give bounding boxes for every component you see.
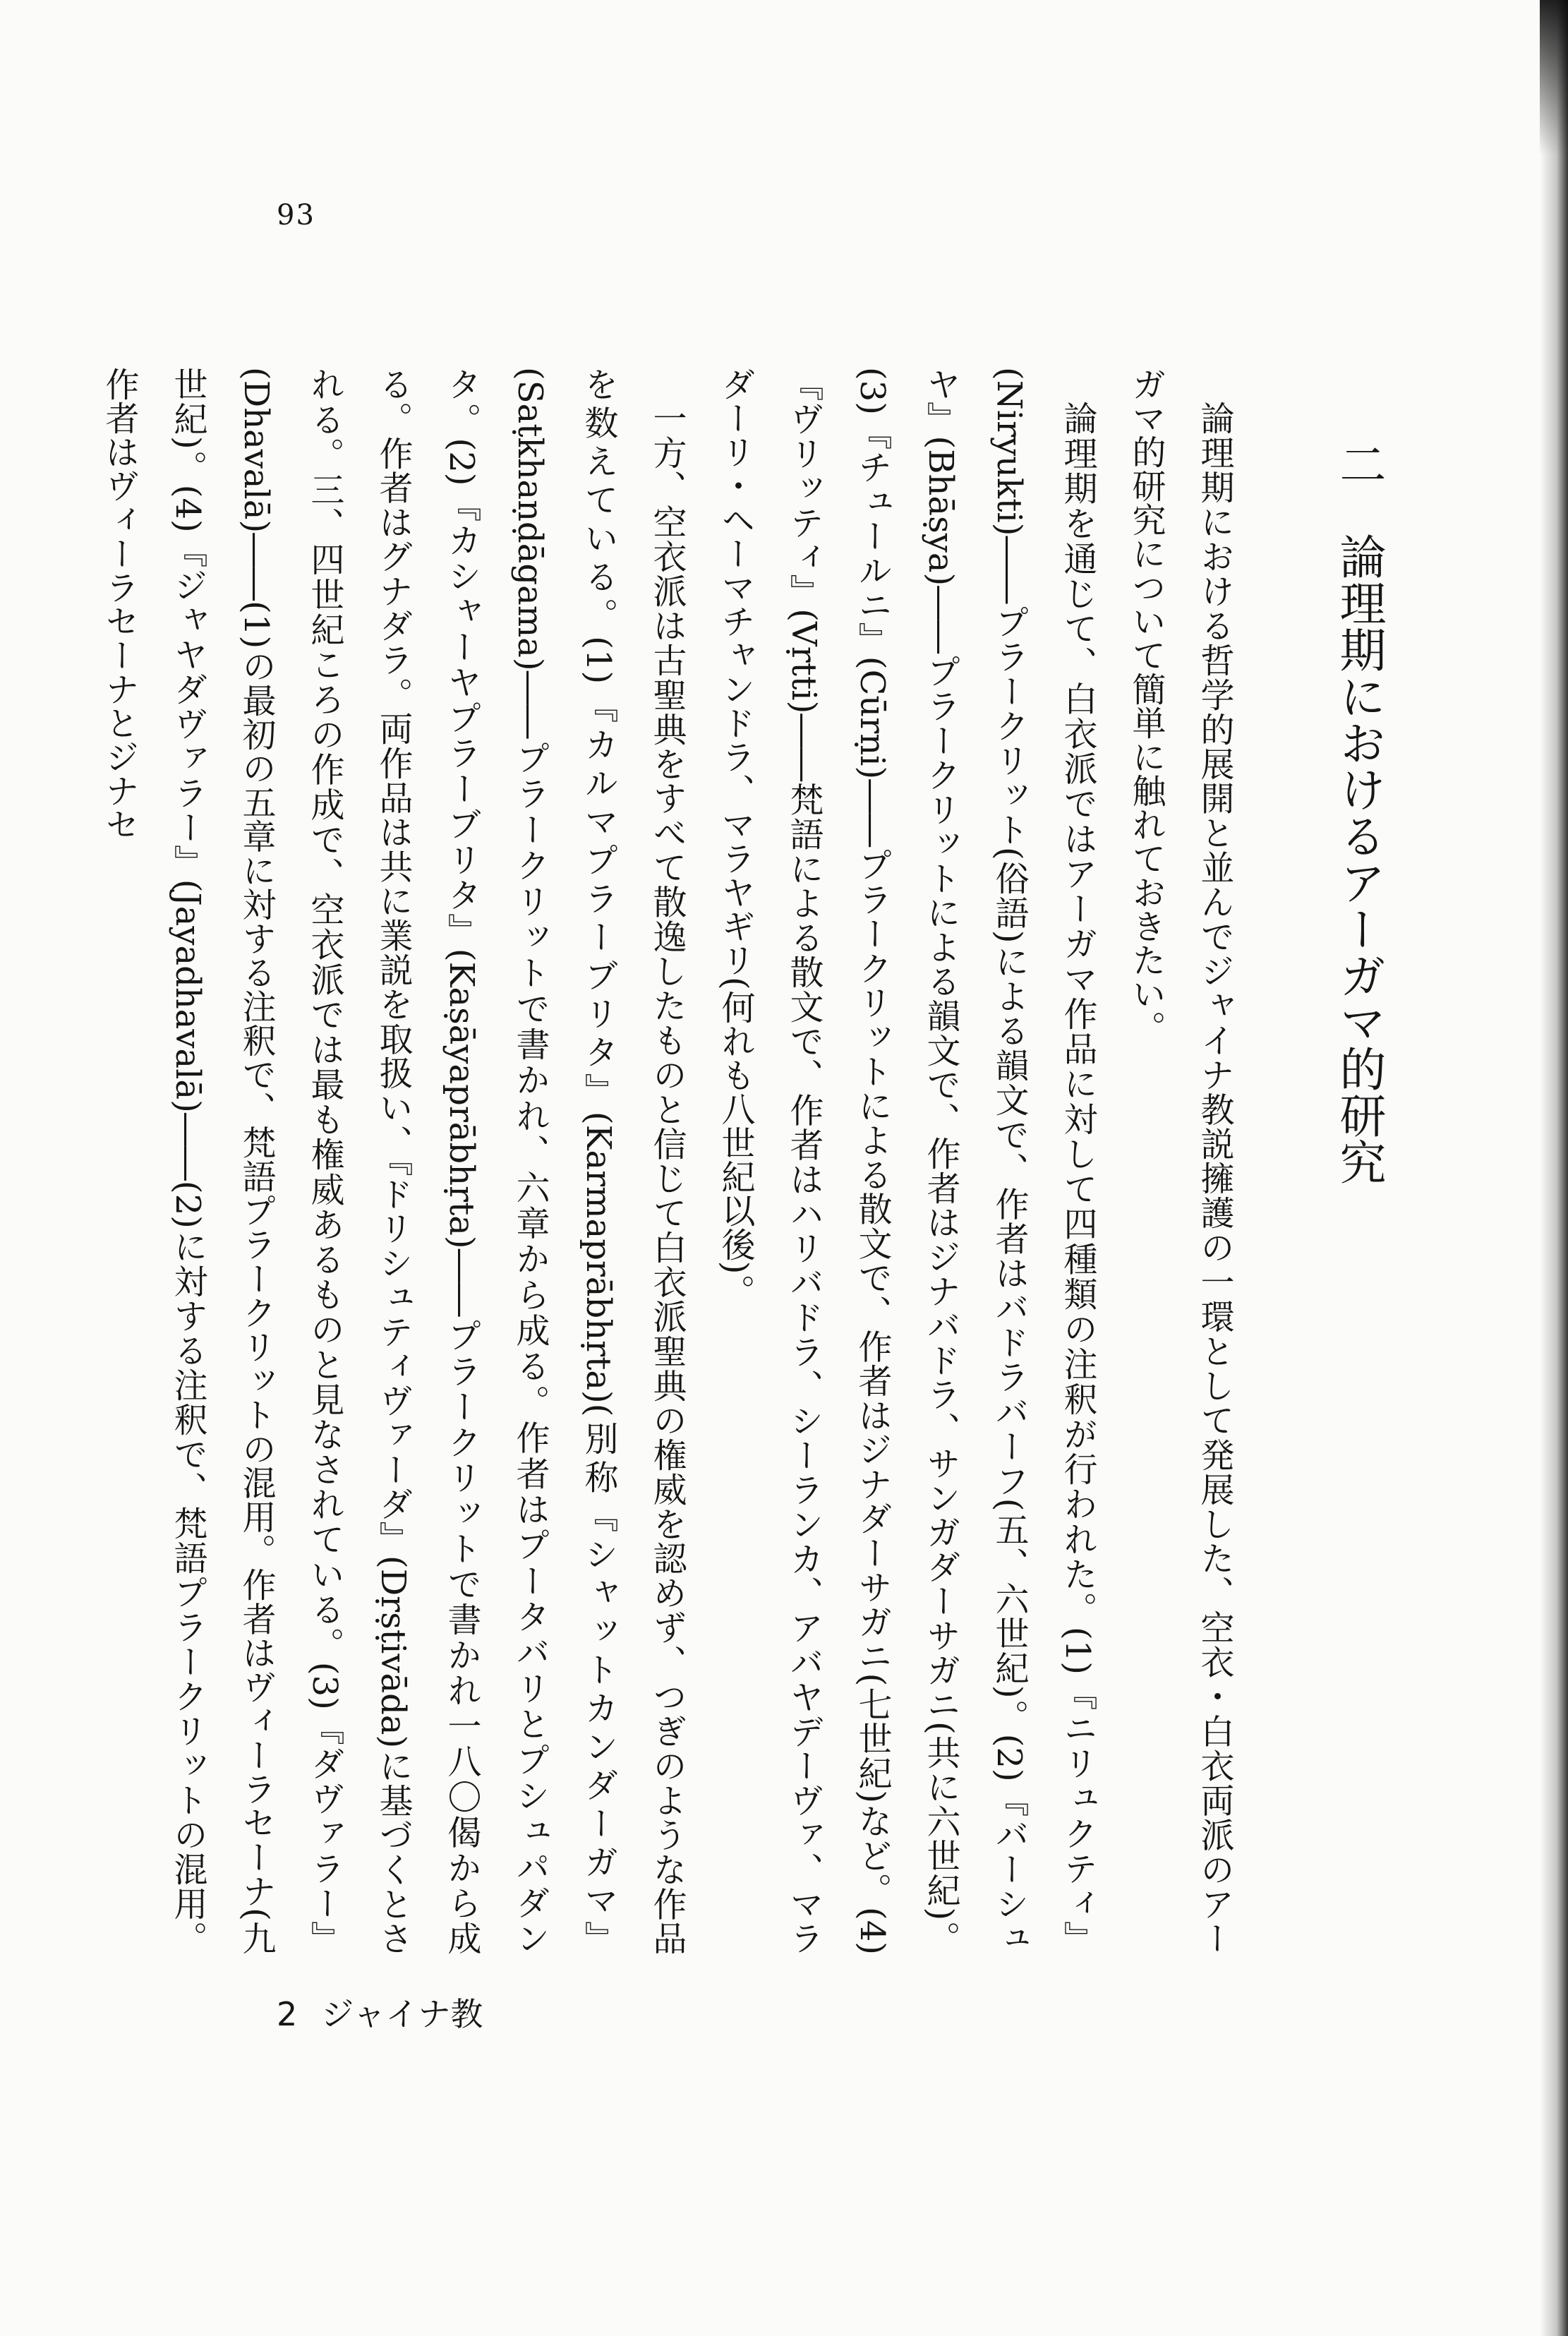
- section-title: 論理期におけるアーガマ的研究: [1332, 532, 1386, 1185]
- footer-chapter-number: 2: [277, 1995, 298, 2033]
- section-heading: [1316, 440, 1401, 1955]
- paragraph-digambara-works: 一方、空衣派は古聖典をすべて散逸したものと信じて白衣派聖典の権威を認めず、つぎのような作品を数えている。(1)『カルマプラーブリタ』(Karmaprābhṛta)(別称『シャットカンダーガマ』(Saṭkhaṇḍāgama)――プラークリットで書かれ、六章から成る。作者はプータバリとプシュパダンタ。(2)『カシャーヤプラーブリタ』(Kaṣāyaprābhṛta)――プラークリットで書かれ一八〇偈から成る。作者はグナダラ。両作品は共に業説を取扱い、『ドリシュティヴァーダ』(Dṛṣṭivāda)に基づくとされる。三、四世紀ころの作成で、空衣派では最も権威あるものと見なされている。(3)『ダヴァラー』(Dhavalā)――(1)の最初の五章に対する注釈で、梵語プラークリットの混用。作者はヴィーラセーナ(九世紀)。(4)『ジャヤダヴァラー』(Jayadhavalā)――(2)に対する注釈で、梵語プラークリットの混用。作者はヴィーラセーナとジナセ: [99, 367, 687, 1956]
- vertical-text-block: [99, 367, 1401, 1956]
- page-edge-shadow: [1540, 0, 1568, 2336]
- footer-chapter-title: ジャイナ教: [321, 1995, 483, 2033]
- paragraph-svetambara-commentaries: 論理期を通じて、白衣派ではアーガマ作品に対して四種類の注釈が行われた。(1)『ニリュクティ』(Niryukti)――プラークリット(俗語)による韻文で、作者はバドラバーフ(五、六世紀)。(2)『バーシュヤ』(Bhāṣya)――プラークリットによる韻文で、作者はジナバドラ、サンガダーサガニ(共に六世紀)。(3)『チュールニ』(Cūrṇi)――プラークリットによる散文で、作者はジナダーサガニ(七世紀)など。(4)『ヴリッティ』(Vṛtti)――梵語による散文で、作者はハリバドラ、シーランカ、アバヤデーヴァ、マラダーリ・ヘーマチャンドラ、マラヤギリ(何れも八世紀以後)。: [716, 367, 1097, 1955]
- page-edge-corner: [1540, 0, 1568, 155]
- section-number: 二: [1332, 440, 1386, 487]
- running-footer: [277, 1989, 483, 2035]
- paragraph-intro: 論理期における哲学的展開と並んでジャイナ教説擁護の一環として発展した、空衣・白衣両派のアーガマ的研究について簡単に触れておきたい。: [1126, 367, 1234, 1955]
- page-number: 93: [277, 199, 315, 231]
